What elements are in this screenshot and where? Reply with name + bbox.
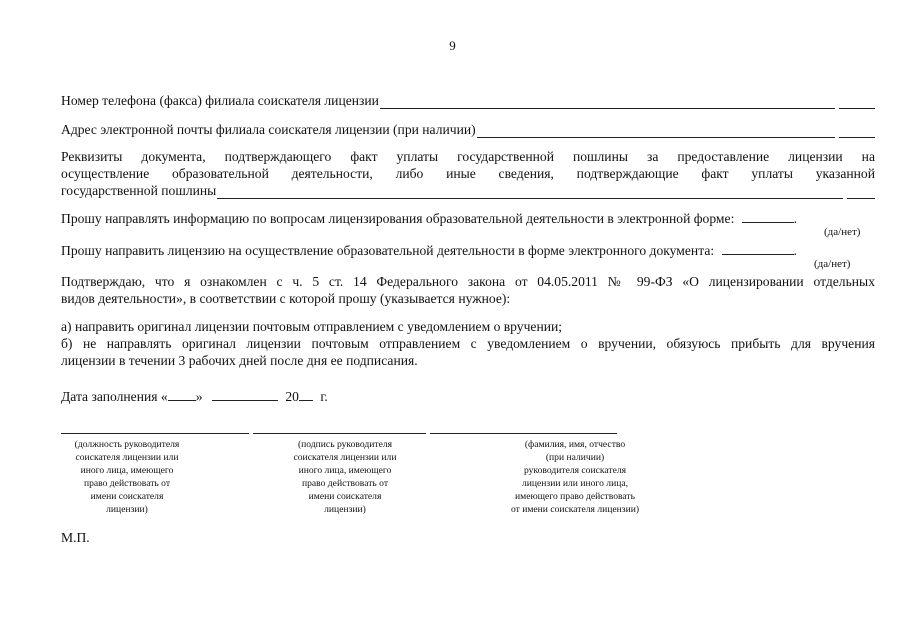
electronic-license-hint: (да/нет) bbox=[814, 258, 851, 270]
requisites-line-2: осуществление образовательной деятельности, либо иные сведения, подтверждающие факт уплаты указанной bbox=[61, 166, 875, 181]
signature-line[interactable] bbox=[253, 433, 426, 434]
phone-input-line[interactable] bbox=[380, 96, 835, 109]
position-caption: (должность руководителя соискателя лицензии или иного лица, имеющего право действовать от имени соискателя лицензии) bbox=[74, 439, 180, 515]
option-a[interactable]: а) направить оригинал лицензии почтовым отправлением с уведомлением о вручении; bbox=[61, 319, 563, 334]
date-prefix: Дата заполнения « bbox=[61, 389, 168, 404]
date-month-input[interactable] bbox=[212, 388, 278, 401]
email-input-line[interactable] bbox=[477, 125, 835, 138]
email-label: Адрес электронной почты филиала соискателя лицензии (при наличии) bbox=[61, 122, 476, 137]
date-suffix: г. bbox=[320, 389, 328, 404]
confirm-line-1: Подтверждаю, что я ознакомлен с ч. 5 ст. 14 Федерального закона от 04.05.2011 № 99-ФЗ «О лицензировании отдельных bbox=[61, 274, 875, 289]
date-year-input[interactable] bbox=[299, 388, 313, 401]
requisites-field[interactable] bbox=[61, 182, 875, 199]
electronic-license-input[interactable] bbox=[722, 242, 794, 255]
date-day-input[interactable] bbox=[168, 388, 196, 401]
electronic-info-input[interactable] bbox=[742, 210, 794, 223]
page-number: 9 bbox=[449, 38, 456, 53]
date-year-prefix: 20 bbox=[285, 389, 299, 404]
requisites-line-3: государственной пошлины bbox=[61, 183, 217, 198]
phone-input-tail[interactable] bbox=[839, 96, 875, 109]
electronic-license-field: Прошу направить лицензию на осуществление образовательной деятельности в форме электронного документа: . bbox=[61, 243, 797, 258]
stamp-place: М.П. bbox=[61, 530, 90, 545]
signature-caption: (подпись руководителя соискателя лицензии или иного лица, имеющего право действовать от имени соискателя лицензии) bbox=[293, 439, 397, 515]
name-signature-line[interactable] bbox=[430, 433, 617, 434]
electronic-license-label: Прошу направить лицензию на осуществление образовательной деятельности в форме электронного документа: bbox=[61, 243, 715, 258]
fill-date bbox=[61, 388, 875, 405]
requisites-input-line[interactable] bbox=[217, 186, 843, 199]
electronic-info-field: Прошу направлять информацию по вопросам лицензирования образовательной деятельности в электронной форме: . bbox=[61, 211, 798, 226]
electronic-info-label: Прошу направлять информацию по вопросам лицензирования образовательной деятельности в электронной форме: bbox=[61, 211, 735, 226]
date-mid: » bbox=[195, 389, 203, 404]
phone-field[interactable] bbox=[61, 92, 875, 109]
requisites-line-1: Реквизиты документа, подтверждающего факт уплаты государственной пошлины за предоставление лицензии на bbox=[61, 149, 875, 164]
email-input-tail[interactable] bbox=[839, 125, 875, 138]
position-signature-line[interactable] bbox=[61, 433, 249, 434]
option-b-line-2: лицензии в течении 3 рабочих дней после дня ее подписания. bbox=[61, 353, 418, 368]
option-b-line-1[interactable]: б) не направлять оригинал лицензии почтовым отправлением с уведомлением о вручении, обязуюсь прибыть для вручения bbox=[61, 336, 875, 351]
requisites-input-tail[interactable] bbox=[847, 186, 875, 199]
phone-label: Номер телефона (факса) филиала соискателя лицензии bbox=[61, 93, 379, 108]
confirm-line-2: видов деятельности», в соответствии с которой прошу (указывается нужное): bbox=[61, 291, 511, 306]
electronic-info-hint: (да/нет) bbox=[824, 226, 861, 238]
email-field[interactable] bbox=[61, 121, 875, 138]
name-caption: (фамилия, имя, отчество (при наличии) руководителя соискателя лицензии или иного лица, имеющего право действовать от имени соискателя лицензии) bbox=[510, 439, 640, 515]
